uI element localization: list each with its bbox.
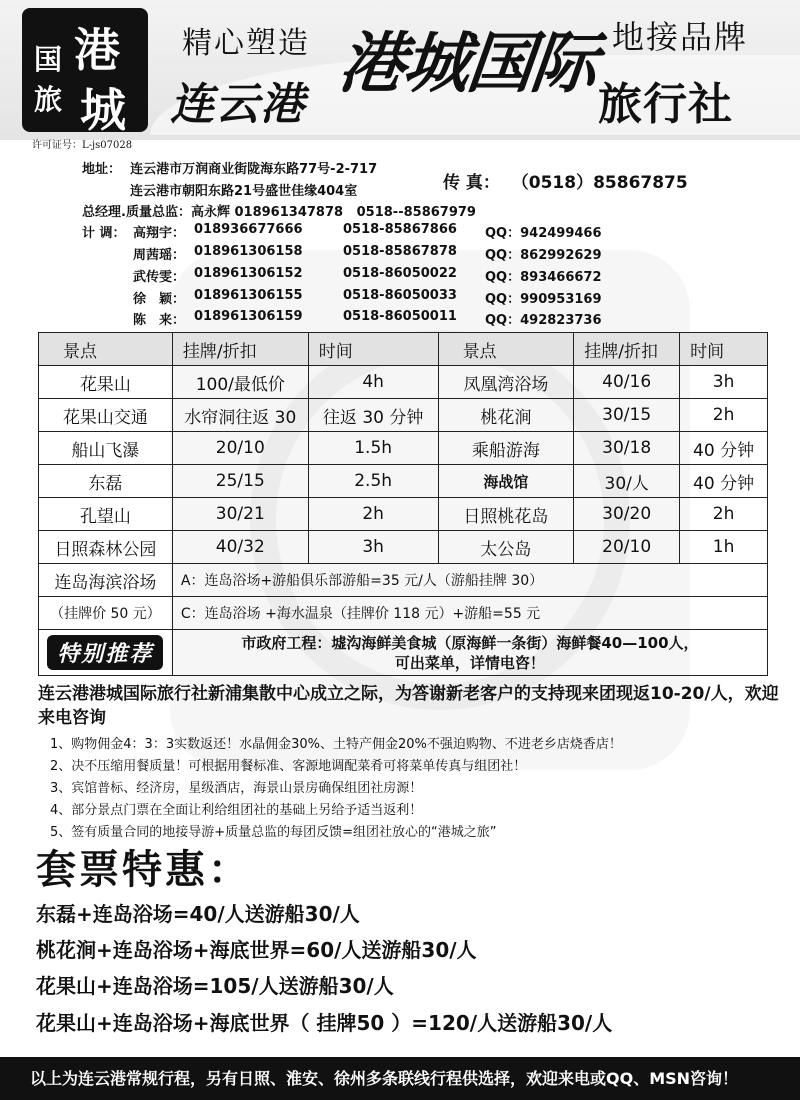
table-cell: 100/最低价 <box>172 366 308 399</box>
table-cell: 往返 30 分钟 <box>308 399 438 432</box>
service-terms <box>50 734 622 844</box>
dispatch-mobile: 018961306159 <box>194 309 303 324</box>
table-cell: 25/15 <box>172 465 308 498</box>
address-label: 地址： <box>82 162 122 177</box>
table-cell: 30/21 <box>172 498 308 531</box>
table-cell: 花果山交通 <box>39 399 173 432</box>
table-cell: 20/10 <box>574 531 680 564</box>
license-number: 许可证号：L-js07028 <box>32 140 133 151</box>
table-cell: 30/18 <box>574 432 680 465</box>
term-item: 5、签有质量合同的地接导游+质量总监的每团反馈=组团社放心的“港城之旅” <box>50 825 497 840</box>
address-line-1 <box>82 158 377 177</box>
table-cell: 2h <box>308 498 438 531</box>
slogan-left: 精心塑造 <box>182 26 310 61</box>
table-cell: 太公岛 <box>438 531 574 564</box>
logo-char: 国 <box>34 43 63 76</box>
table-cell: 凤凰湾浴场 <box>438 366 574 399</box>
footer-banner: 以上为连云港常规行程，另有日照、淮安、徐州多条联线行程供选择，欢迎来电或QQ、MSN咨询！ <box>0 1057 800 1100</box>
brand-suffix: 旅行社 <box>598 79 733 130</box>
special-row <box>39 630 768 676</box>
table-cell: 船山飞瀑 <box>39 432 173 465</box>
package-item: 花果山+连岛浴场=105/人送游船30/人 <box>36 974 394 998</box>
beach-name: 连岛海滨浴场 <box>39 564 173 597</box>
dispatch-phone: 0518-85867866 <box>343 222 457 237</box>
table-cell: 乘船游海 <box>438 432 574 465</box>
special-text <box>172 630 767 676</box>
fax <box>443 168 688 193</box>
dispatch-phone: 0518-86050022 <box>343 266 457 281</box>
term-item: 1、购物佣金4：3：3实数返还！水晶佣金30%、土特产佣金20%不强迫购物、不进老乡店烧香店！ <box>50 737 622 752</box>
brand-name: 港城国际 <box>335 25 600 102</box>
special-line-1: 市政府工程：墟沟海鲜美食城（原海鲜一条街）海鲜餐40—100人， <box>241 633 699 652</box>
package-item: 东磊+连岛浴场=40/人送游船30/人 <box>36 902 360 926</box>
table-row <box>39 432 768 465</box>
table-cell: 40/16 <box>574 366 680 399</box>
table-header: 时间 <box>308 333 438 366</box>
table-header: 景点 <box>39 333 173 366</box>
dispatch-name: 周茜瑶： <box>133 248 186 263</box>
table-cell: 20/10 <box>172 432 308 465</box>
dispatch-label: 计 调： <box>82 226 126 241</box>
table-row <box>39 399 768 432</box>
announcement: 连云港港城国际旅行社新浦集散中心成立之际，为答谢新老客户的支持现来团现返10-20/人，欢迎来电咨询 <box>38 684 779 728</box>
table-cell: 海战馆 <box>438 465 574 498</box>
table-cell: 桃花涧 <box>438 399 574 432</box>
company-logo <box>22 8 148 137</box>
table-cell: 孔望山 <box>39 498 173 531</box>
package-item: 桃花涧+连岛浴场+海底世界=60/人送游船30/人 <box>36 938 477 962</box>
table-cell: 花果山 <box>39 366 173 399</box>
dispatch-name: 陈 来： <box>133 313 186 328</box>
table-cell: 1h <box>680 531 768 564</box>
address-line-2: 连云港市朝阳东路21号盛世佳缘404室 <box>130 184 358 199</box>
manager-mobile: 018961347878 <box>234 205 344 220</box>
brand-city: 连云港 <box>170 79 305 130</box>
logo-char: 港 <box>74 23 120 77</box>
dispatch-mobile: 018961306155 <box>194 288 303 303</box>
beach-option-c: C：连岛浴场 +海水温泉（挂牌价 118 元）+游船=55 元 <box>172 597 767 630</box>
table-row <box>39 366 768 399</box>
table-cell: 2h <box>680 399 768 432</box>
slogan-right: 地接品牌 <box>612 18 749 56</box>
beach-option-a: A：连岛浴场+游船俱乐部游船=35 元/人（游船挂牌 30） <box>172 564 767 597</box>
beach-row-a <box>39 564 768 597</box>
table-header: 挂牌/折扣 <box>172 333 308 366</box>
table-row <box>39 498 768 531</box>
table-cell: 30/20 <box>574 498 680 531</box>
dispatch-phone: 0518-86050033 <box>343 288 457 303</box>
fax-label: 传 真： <box>443 173 500 193</box>
table-cell: 3h <box>308 531 438 564</box>
address-value: 连云港市万润商业街陇海东路77号-2-717 <box>130 162 378 177</box>
dispatch-qq: QQ：862992629 <box>485 248 602 263</box>
dispatch-phone: 0518-86050011 <box>343 309 457 324</box>
table-row <box>39 531 768 564</box>
logo-char: 旅 <box>34 83 63 116</box>
term-item: 3、宾馆普标、经济房，星级酒店，海景山景房确保组团社房源！ <box>50 781 423 796</box>
beach-price: （挂牌价 50 元） <box>39 597 173 630</box>
table-cell: 水帘洞往返 30 <box>172 399 308 432</box>
special-label-cell <box>39 630 173 676</box>
table-cell: 30/人 <box>574 465 680 498</box>
dispatch-mobile: 018961306152 <box>194 266 303 281</box>
table-cell: 40 分钟 <box>680 432 768 465</box>
dispatch-qq: QQ：990953169 <box>485 292 602 307</box>
package-title: 套票特惠： <box>36 847 251 893</box>
table-cell: 日照森林公园 <box>39 531 173 564</box>
table-cell: 日照桃花岛 <box>438 498 574 531</box>
special-line-2: 可出菜单，详情电咨！ <box>394 653 545 672</box>
table-header: 时间 <box>680 333 768 366</box>
table-header: 挂牌/折扣 <box>574 333 680 366</box>
package-item: 花果山+连岛浴场+海底世界（ 挂牌50 ）=120/人送游船30/人 <box>36 1011 613 1035</box>
table-cell: 东磊 <box>39 465 173 498</box>
term-item: 4、部分景点门票在全面让利给组团社的基础上另给予适当返利！ <box>50 803 423 818</box>
dispatch-qq: QQ：492823736 <box>485 313 602 328</box>
manager-name: 高永辉 <box>190 205 230 220</box>
attraction-price-table <box>38 332 768 676</box>
manager-phone: 0518--85867979 <box>356 205 476 220</box>
dispatch-mobile: 018936677666 <box>194 222 303 237</box>
table-header: 景点 <box>438 333 574 366</box>
fax-value: （0518）85867875 <box>511 173 688 193</box>
beach-row-c <box>39 597 768 630</box>
term-item: 2、决不压缩用餐质量！可根据用餐标准、客源地调配菜肴可将菜单传真与组团社！ <box>50 759 527 774</box>
logo-char: 城 <box>80 83 126 137</box>
manager-label: 总经理.质量总监： <box>82 205 191 220</box>
table-cell: 2.5h <box>308 465 438 498</box>
manager-line <box>82 201 476 220</box>
table-cell: 2h <box>680 498 768 531</box>
dispatch-phone: 0518-85867878 <box>343 244 457 259</box>
table-cell: 4h <box>308 366 438 399</box>
table-cell: 1.5h <box>308 432 438 465</box>
dispatch-name: 徐 颖： <box>133 292 186 307</box>
dispatch-qq: QQ：893466672 <box>485 270 602 285</box>
table-row <box>39 465 768 498</box>
table-cell: 40/32 <box>172 531 308 564</box>
table-cell: 30/15 <box>574 399 680 432</box>
special-badge: 特别推荐 <box>47 635 163 670</box>
table-header-row <box>39 333 768 366</box>
dispatch-qq: QQ：942499466 <box>485 226 602 241</box>
table-cell: 3h <box>680 366 768 399</box>
dispatch-mobile: 018961306158 <box>194 244 303 259</box>
dispatch-name: 武传雯： <box>133 270 186 285</box>
dispatch-name: 高翔宇： <box>133 226 186 241</box>
table-cell: 40 分钟 <box>680 465 768 498</box>
